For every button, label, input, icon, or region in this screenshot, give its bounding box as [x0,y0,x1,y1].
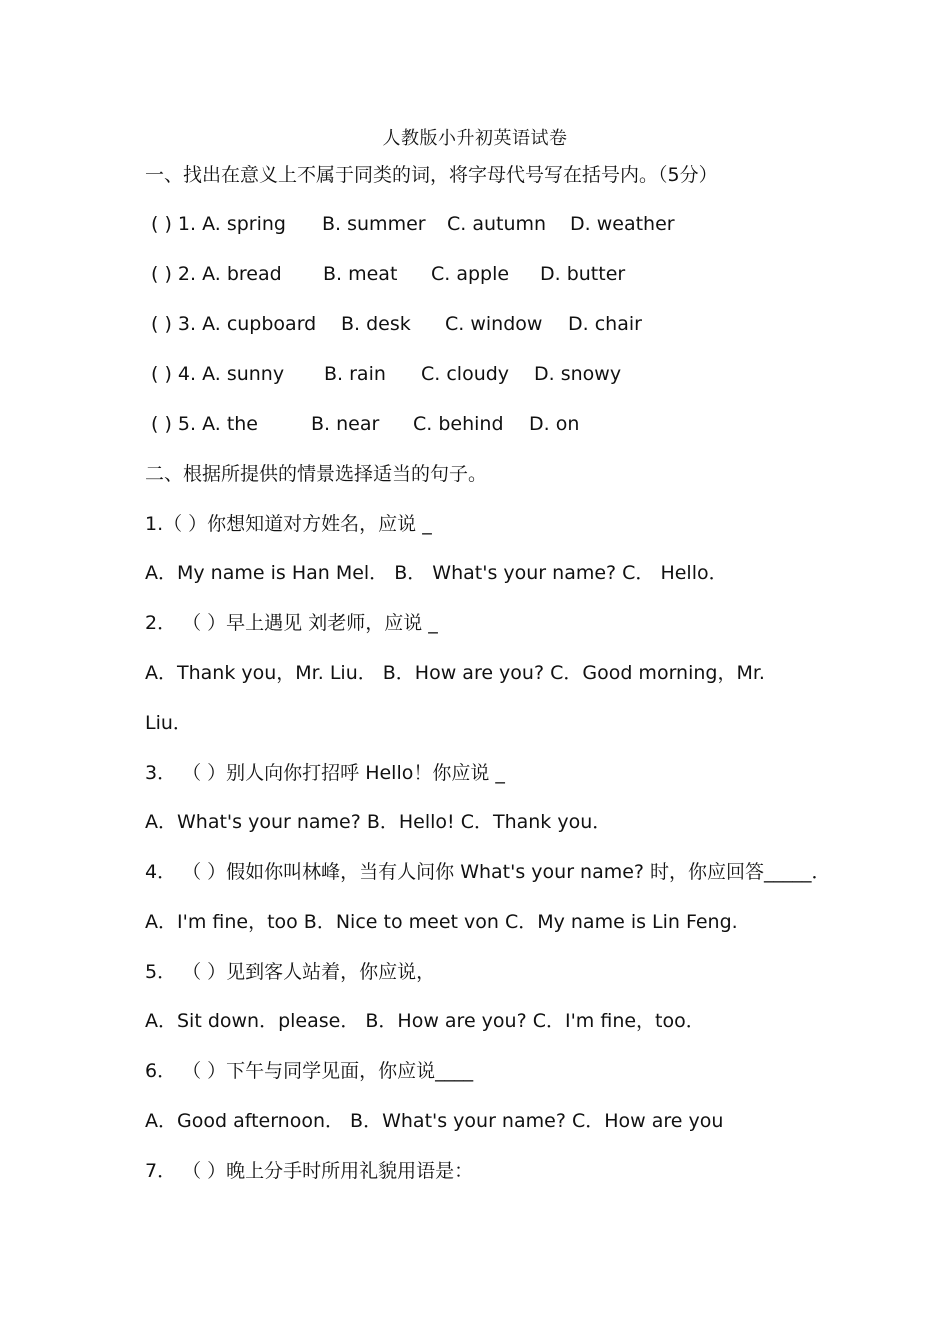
question-2-option-c: C. apple [431,263,510,285]
s2-question-4-options: A．I'm fine，too B．Nice to meet von C．My name is Lin Feng. [145,911,738,933]
s2-question-4: 4． （ ）假如你叫林峰，当有人问你 What's your name? 时，你应回答_____． [145,861,831,883]
s2-question-3: 3． （ ）别人向你打招呼 Hello！你应说 _ [145,762,505,784]
question-3-option-d: D. chair [568,313,642,335]
question-2-option-a: ( ) 2. A. bread [151,263,282,285]
section1-heading: 一、找出在意义上不属于同类的词，将字母代号写在括号内。（5分） [145,164,718,186]
question-row-3 [145,311,845,337]
question-5-option-d: D. on [529,413,580,435]
question-1-option-c: C. autumn [447,213,547,235]
s2-question-7: 7． （ ）晚上分手时所用礼貌用语是： [145,1160,474,1182]
question-5-option-b: B. near [311,413,380,435]
section2-heading: 二、根据所提供的情景选择适当的句子。 [145,463,488,485]
s2-question-5: 5． （ ）见到客人站着，你应说， [145,961,436,983]
s2-question-1-options: A．My name is Han Mel． B． What's your name? C． Hello． [145,562,728,584]
question-row-2 [145,261,845,287]
question-3-option-c: C. window [445,313,543,335]
question-4-option-b: B. rain [324,363,386,385]
question-row-5 [145,411,845,437]
s2-question-3-options: A．What's your name? B．Hello! C．Thank you． [145,811,612,833]
s2-question-5-options: A．Sit down．please． B．How are you? C．I'm fine，too． [145,1010,705,1032]
question-1-option-a: ( ) 1. A. spring [151,213,286,235]
question-4-option-c: C. cloudy [421,363,510,385]
s2-question-1: 1.（ ）你想知道对方姓名，应说 _ [145,513,432,535]
s2-question-2: 2． （ ）早上遇见 刘老师，应说 _ [145,612,438,634]
question-3-option-a: ( ) 3. A. cupboard [151,313,317,335]
question-5-option-c: C. behind [413,413,504,435]
question-4-option-d: D. snowy [534,363,622,385]
s2-question-2-options-cont: Liu． [145,712,192,734]
s2-question-6-options: A．Good afternoon． B．What's your name? C．How are you [145,1110,724,1132]
s2-question-6: 6． （ ）下午与同学见面，你应说____ [145,1060,474,1082]
question-5-option-a: ( ) 5. A. the [151,413,258,435]
question-row-1 [145,211,845,237]
question-4-option-a: ( ) 4. A. sunny [151,363,285,385]
page-title: 人教版小升初英语试卷 [382,128,568,149]
question-2-option-b: B. meat [323,263,398,285]
question-2-option-d: D. butter [540,263,626,285]
question-3-option-b: B. desk [341,313,411,335]
question-row-4 [145,361,845,387]
question-1-option-b: B. summer [322,213,426,235]
question-1-option-d: D. weather [570,213,675,235]
s2-question-2-options: A．Thank you，Mr. Liu． B．How are you? C．Good morning，Mr. [145,662,765,684]
